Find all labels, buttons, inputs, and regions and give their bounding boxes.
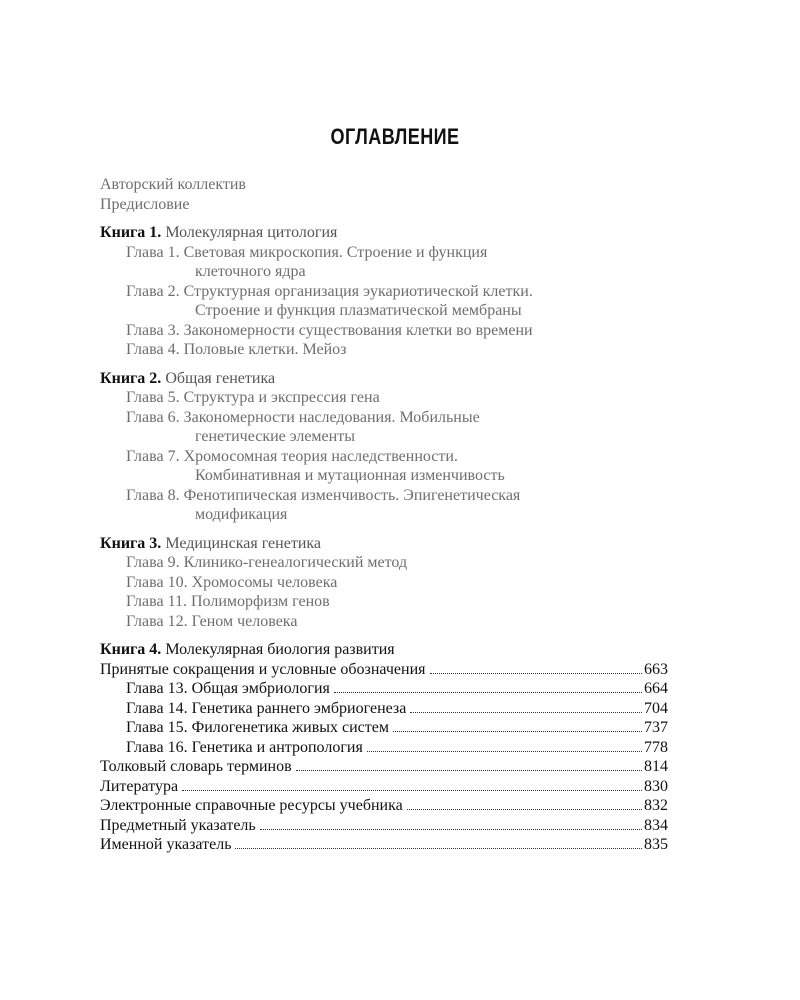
toc-entry-literature[interactable] — [100, 777, 668, 797]
chapter-6: Глава 6. Закономерности наследования. Мобильные — [126, 408, 480, 426]
book-1-heading — [100, 223, 668, 243]
leader-dots — [334, 692, 642, 693]
page-title: ОГЛАВЛЕНИЕ — [330, 124, 460, 149]
book-3-heading — [100, 534, 668, 554]
page-number: 663 — [644, 660, 668, 678]
book-4-heading — [100, 640, 668, 660]
toc-front-authors: Авторский коллектив — [100, 176, 246, 193]
page-number: 778 — [644, 738, 668, 756]
book-3-name: Медицинская генетика — [165, 534, 322, 552]
toc-entry-text: Литература — [100, 777, 179, 795]
page-number: 835 — [644, 836, 668, 853]
chapter-2: Глава 2. Структурная организация эукариотической клетки. — [126, 282, 533, 300]
toc-entry-abbreviations[interactable] — [100, 660, 668, 680]
page-number: 737 — [644, 719, 668, 736]
leader-dots — [430, 673, 643, 674]
chapter-11: Глава 11. Полиморфизм генов — [126, 593, 330, 610]
toc-entry-chapter-15[interactable] — [100, 718, 668, 738]
chapter-4: Глава 4. Половые клетки. Мейоз — [126, 341, 347, 358]
chapter-6-cont: генетические элементы — [195, 428, 355, 445]
page-number: 830 — [644, 777, 668, 795]
page-number: 832 — [644, 797, 668, 814]
toc-entry-text: Глава 15. Филогенетика живых систем — [126, 719, 389, 736]
book-1-name: Молекулярная цитология — [165, 224, 338, 241]
toc-front-preface: Предисловие — [100, 195, 190, 213]
toc-entry-subject-index[interactable] — [100, 816, 668, 836]
chapter-5: Глава 5. Структура и экспрессия гена — [126, 389, 380, 406]
toc-entry-text: Толковый словарь терминов — [100, 758, 292, 775]
toc-entry-text: Глава 16. Генетика и антропология — [126, 738, 363, 756]
toc-entry-chapter-16[interactable] — [100, 738, 668, 758]
leader-dots — [367, 751, 642, 752]
toc-entry-text: Предметный указатель — [100, 816, 256, 834]
chapter-2-cont: Строение и функция плазматической мембраны — [195, 302, 522, 319]
chapter-8: Глава 8. Фенотипическая изменчивость. Эпигенетическая — [126, 486, 521, 504]
leader-dots — [296, 770, 642, 771]
leader-dots — [260, 829, 642, 830]
toc-entry-chapter-14[interactable] — [100, 699, 668, 719]
chapter-12: Глава 12. Геном человека — [126, 612, 298, 630]
toc-entry-text: Электронные справочные ресурсы учебника — [100, 797, 403, 814]
toc-entry-glossary[interactable] — [100, 757, 668, 777]
book-2 — [100, 369, 668, 525]
chapter-1: Глава 1. Световая микроскопия. Строение и функция — [126, 243, 488, 261]
toc-entry-text: Глава 14. Генетика раннего эмбриогенеза — [126, 699, 407, 717]
page-number: 834 — [644, 816, 668, 834]
leader-dots — [182, 790, 642, 791]
toc-entry-text: Именной указатель — [100, 836, 232, 853]
book-2-label: Книга 2. — [100, 369, 162, 387]
toc-entry-e-resources[interactable] — [100, 796, 668, 816]
book-2-heading — [100, 369, 668, 389]
chapter-7-cont: Комбинативная и мутационная изменчивость — [195, 467, 505, 484]
book-1-label: Книга 1. — [100, 224, 162, 241]
book-3 — [100, 534, 668, 632]
chapter-10: Глава 10. Хромосомы человека — [126, 573, 338, 591]
chapter-3: Глава 3. Закономерности существования клетки во времени — [126, 321, 533, 339]
chapter-1-cont: клеточного ядра — [195, 263, 306, 280]
leader-dots — [235, 848, 642, 849]
leader-dots — [410, 712, 642, 713]
table-of-contents — [100, 175, 668, 855]
book-4-name: Молекулярная биология развития — [165, 641, 395, 658]
leader-dots — [407, 809, 642, 810]
book-1 — [100, 223, 668, 360]
chapter-9: Глава 9. Клинико-генеалогический метод — [126, 554, 408, 571]
toc-entry-text: Глава 13. Общая эмбриология — [126, 680, 330, 697]
book-2-name: Общая генетика — [165, 369, 276, 387]
chapter-8-cont: модификация — [195, 506, 288, 523]
book-4 — [100, 640, 668, 855]
page-number: 704 — [644, 699, 668, 717]
chapter-7: Глава 7. Хромосомная теория наследственности. — [126, 447, 458, 465]
page-number: 814 — [644, 758, 668, 775]
book-4-label: Книга 4. — [100, 641, 162, 658]
book-3-label: Книга 3. — [100, 534, 162, 552]
page-number: 664 — [644, 680, 668, 697]
toc-entry-chapter-13[interactable] — [100, 679, 668, 699]
leader-dots — [393, 731, 642, 732]
toc-entry-name-index[interactable] — [100, 835, 668, 855]
toc-entry-text: Принятые сокращения и условные обозначения — [100, 660, 426, 678]
